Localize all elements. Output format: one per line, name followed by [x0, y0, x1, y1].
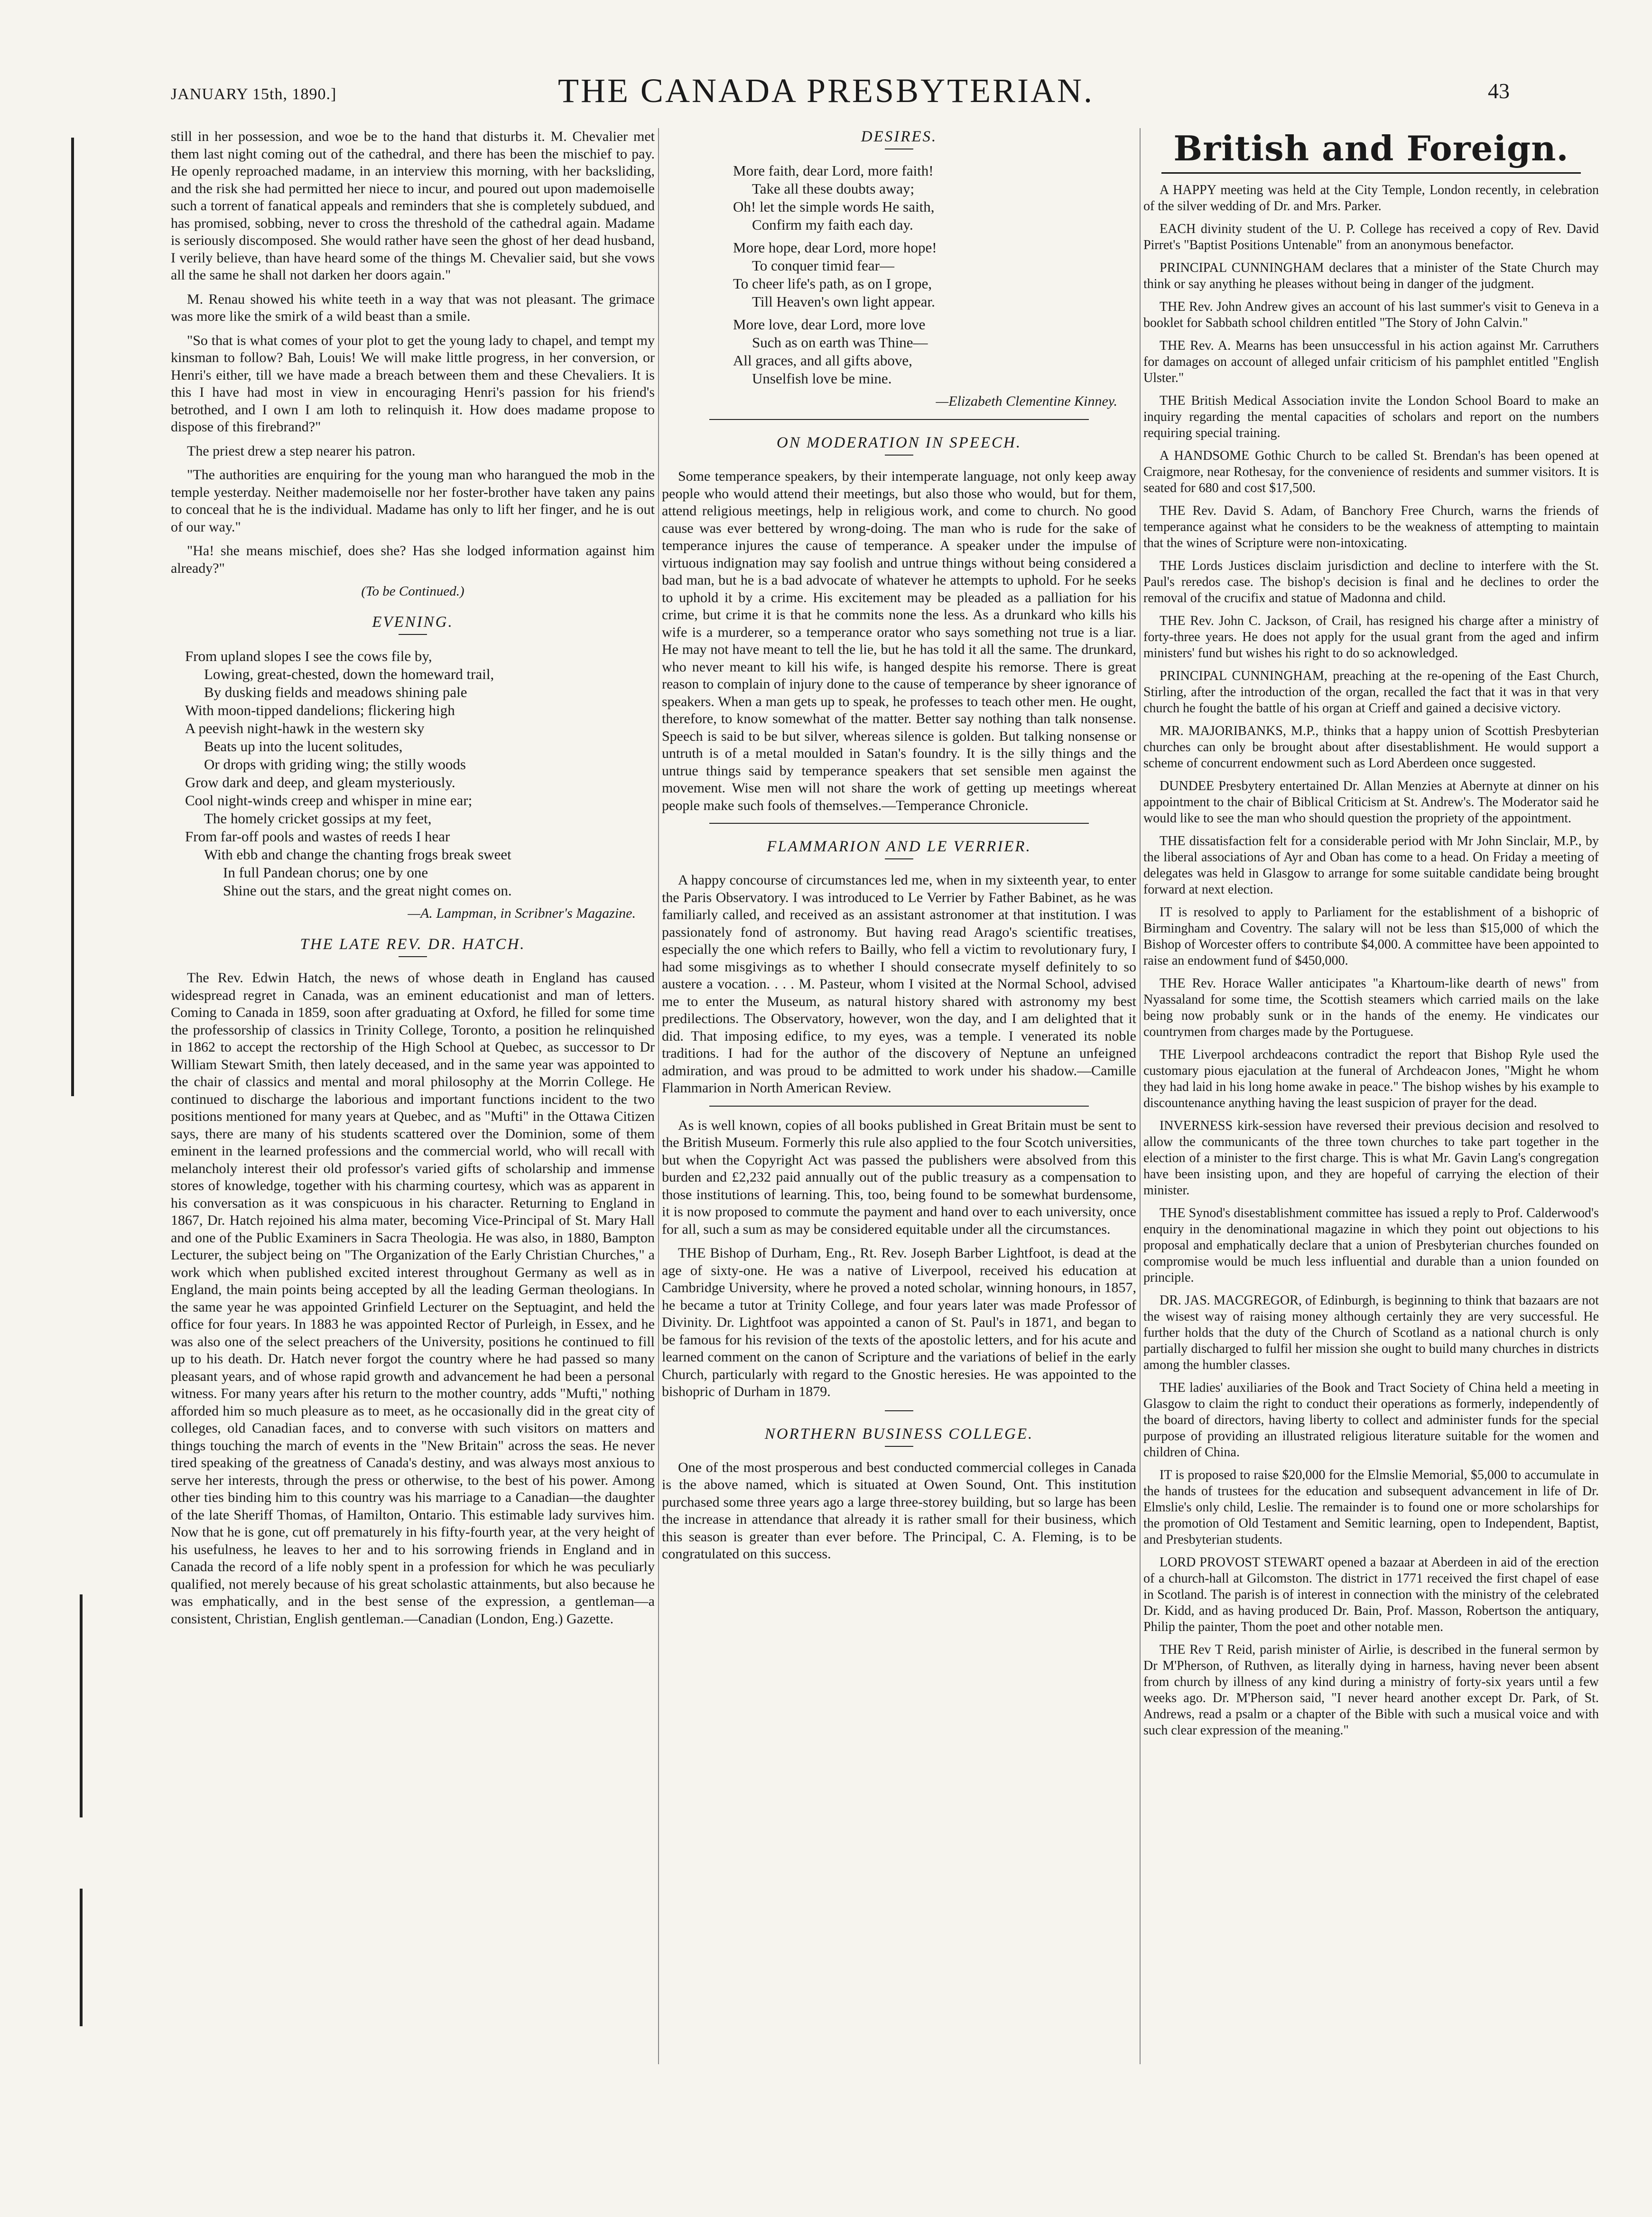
desires-heading: DESIRES. — [861, 128, 937, 145]
news-item: A HAPPY meeting was held at the City Temple, London recently, in celebration of the silver wedding of Dr. and Mrs. Parker. — [1143, 183, 1599, 214]
section-rule — [399, 634, 427, 635]
column-left — [171, 128, 655, 1634]
news-item: THE Rev. John Andrew gives an account of his last summer's visit to Geneva in a booklet for Sabbath school children entitled "The Story of John Calvin." — [1143, 299, 1599, 330]
hatch-paragraph: The Rev. Edwin Hatch, the news of whose death in England has caused widespread regret in Canada, was an eminent educationist and man of letters. Coming to Canada in 1859, soon after graduating at Oxford, he filled for some time the professorship of classics in Trinity College, Toronto, a position he relinquished in 1862 to accept the rectorship of the High School at Quebec, as successor to Dr William Stewart Smith, then lately deceased, and in the same year was appointed to the chair of classics and mental and moral philosophy at the Morrin College. He continued to discharge the laborious and important functions incident to the two positions mentioned for many years at Quebec, and as "Mufti" in the Ottawa Citizen says, there are many of his students scattered over the Dominion, some of them eminent in the learned professions and the commercial world, who will recall with melancholy interest their old professor's varied gifts of scholarship and immense stores of knowledge, together with his charming courtesy, which was as apparent in his conversation as it was conspicuous in his character. Returning to England in 1867, Dr. Hatch rejoined his alma mater, becoming Vice-Principal of St. Mary Hall and one of the Public Examiners in Sacra Theologia. He was also, in 1880, Bampton Lecturer, the subject being on "The Organization of the Early Christian Churches," a work which when published excited interest throughout Germany as well as in England, the main points being accepted by all the leading German theologians. In the same year he was appointed Grinfield Lecturer on the Septuagint, and held the office for four years. In 1883 he was appointed Rector of Purleigh, in Essex, and he was also one of the select preachers of the University, positions he continued to fill up to his death. Dr. Hatch never forgot the country where he had passed so many pleasant years, and of whose rapid growth and advancement he had been a personal witness. For many years after his return to the mother country, adds "Mufti," nothing afforded him so much pleasure as to meet, as he occasionally did in the great city of colleges, old Canadian faces, and to converse with such visitors on matters and things touching the march of events in the "New Britain" across the seas. He never tired speaking of the greatness of Canada's destiny, and was always most anxious to serve her interests, through the press or otherwise, to the best of his power. Among other ties binding him to this country was his marriage to a Canadian—the daughter of the late Sheriff Thomas, of Hamilton, Ontario. This estimable lady survives him. Now that he is gone, cut off prematurely in his fifty-fourth year, at the very height of his usefulness, he leaves to her and to his sorrowing friends in England and in Canada the record of a life nobly spent in a profession for which he was peculiarly qualified, not merely because of his great scholastic attainments, but also because he was emphatically, and in the best sense of the expression, a gentleman—a consistent, Christian, English gentleman.—Canadian (London, Eng.) Gazette. — [171, 970, 655, 1627]
news-paragraph: As is well known, copies of all books published in Great Britain must be sent to the British Museum. Formerly this rule also applied to the four Scotch universities, but when the Copyright Act was passed the publishers were absolved from this burden and £2,232 paid annually out of the public treasury as a compensation to those institutions of learning. This, too, being found to be somewhat burdensome, it is now proposed to commute the payment and hand over to each university, once for all, such a sum as may be considered equitable under all the circumstances. — [662, 1117, 1136, 1237]
poem-line: Or drops with griding wing; the stilly woods — [204, 756, 466, 773]
poem-line: To conquer timid fear— — [752, 257, 894, 274]
news-item: THE Rev T Reid, parish minister of Airlie, is described in the funeral sermon by Dr M'Pherson, of Ruthven, as literally dying in harness, having never been absent from church by illness of any kind during a ministry of forty-six years until a few weeks ago. Dr. M'Pherson said, "I never heard another except Dr. Park, of St. Andrews, read a psalm or a chapter of the Bible with such a musical voice and with such clear expression of the meaning." — [1143, 1642, 1599, 1738]
poem-line: In full Pandean chorus; one by one — [223, 864, 428, 881]
news-item: LORD PROVOST STEWART opened a bazaar at Aberdeen in aid of the erection of a church-hall at Gilcomston. The district in 1771 received the first chapel of ease in Scotland. The parish is of interest in connection with the ministry of the celebrated Dr. Kidd, and as having produced Dr. Bain, Prof. Masson, Robertson the antiquary, Philip the painter, Thom the poet and other notable men. — [1143, 1555, 1599, 1634]
poem-line: Oh! let the simple words He saith, — [733, 198, 935, 215]
news-item: IT is proposed to raise $20,000 for the Elmslie Memorial, $5,000 to accumulate in the hands of trustees for the education and subsequent advancement in life of Dr. Elmslie's only child, Leslie. The remainder is to found one or more scholarships for the promotion of Old Testament and Semitic learning, open to Independent, Baptist, and Presbyterian students. — [1143, 1468, 1599, 1547]
news-item: PRINCIPAL CUNNINGHAM, preaching at the re-opening of the East Church, Stirling, after the introduction of the organ, recalled the fact that it was in that very church he fought the battle of his organ at Crieff and gained a decisive victory. — [1143, 669, 1599, 716]
masthead-title: THE CANADA PRESBYTERIAN. — [557, 72, 1095, 110]
poem-line: Confirm my faith each day. — [752, 216, 913, 233]
poem-line: Such as on earth was Thine— — [752, 334, 928, 351]
news-item: A HANDSOME Gothic Church to be called St. Brendan's has been opened at Craigmore, near Rothesay, for the convenience of residents and summer visitors. It is seated for 680 and cost $17,500. — [1143, 448, 1599, 495]
evening-heading: EVENING. — [372, 614, 454, 631]
news-item: THE Liverpool archdeacons contradict the report that Bishop Ryle used the customary pious ejaculation at the funeral of Archdeacon Jones, "Might he whom they had laid in his long home awake in peace." The bishop wishes by his example to discountenance anything having the least suspicion of prayer for the dead. — [1143, 1047, 1599, 1110]
poem-attribution: —A. Lampman, in Scribner's Magazine. — [408, 905, 636, 921]
column-right — [1143, 128, 1599, 1745]
news-item: THE British Medical Association invite the London School Board to make an inquiry regarding the mental capacities of scholars and report on the numbers requiring special training. — [1143, 393, 1599, 440]
news-item: INVERNESS kirk-session have reversed their previous decision and resolved to allow the communicants of the three town churches to take part together in the election of a minister to the first charge. This is what Mr. Gavin Lang's congregation have been insisting upon, and they are hopeful of carrying the election of their minister. — [1143, 1118, 1599, 1198]
section-divider — [709, 419, 1089, 420]
poem-line: All graces, and all gifts above, — [733, 352, 912, 369]
news-item: PRINCIPAL CUNNINGHAM declares that a minister of the State Church may think or say anything he pleases without being in danger of the judgment. — [1143, 261, 1599, 291]
issue-date: JANUARY 15th, 1890.] — [171, 85, 337, 103]
to-be-continued: (To be Continued.) — [361, 584, 464, 599]
flammarion-heading: FLAMMARION AND LE VERRIER. — [767, 838, 1031, 855]
poem-line: By dusking fields and meadows shining pale — [204, 684, 467, 700]
section-rule — [399, 956, 427, 957]
column-middle — [662, 128, 1136, 1570]
poem-line: Beats up into the lucent solitudes, — [204, 738, 403, 755]
poem-line: From far-off pools and wastes of reeds I hear — [185, 828, 450, 845]
poem-line: With moon-tipped dandelions; flickering high — [185, 702, 455, 718]
poem-line: More faith, dear Lord, more faith! — [733, 162, 934, 179]
evening-poem — [185, 647, 655, 900]
desires-poem — [733, 162, 1136, 388]
story-paragraph: The priest drew a step nearer his patron. — [187, 443, 416, 459]
news-item: IT is resolved to apply to Parliament for the establishment of a bishopric of Birmingham and Coventry. The salary will not be less than $15,000 of which the Bishop of Worcester offers to contribute $4,000. A committee have been appointed to raise an endowment fund of $450,000. — [1143, 905, 1599, 968]
serial-story — [171, 128, 655, 599]
news-item: THE Rev. Horace Waller anticipates "a Khartoum-like dearth of news" from Nyassaland for some time, the Scottish steamers which carried mails on the lake being now probably sunk or in the hands of the enemy. He vindicates our countrymen from charges made by the Portuguese. — [1143, 976, 1599, 1039]
hatch-heading: THE LATE REV. DR. HATCH. — [300, 936, 526, 953]
poem-line: Grow dark and deep, and gleam mysteriously. — [185, 774, 455, 791]
news-item: DUNDEE Presbytery entertained Dr. Allan Menzies at Abernyte at dinner on his appointment to the chair of Biblical Criticism at St. Andrew's. The Moderator said he would like to see the man who should question the propriety of the appointment. — [1143, 779, 1599, 826]
poem-line: A peevish night-hawk in the western sky — [185, 720, 425, 736]
section-divider — [709, 823, 1089, 824]
poem-line: The homely cricket gossips at my feet, — [204, 810, 432, 827]
poem-line: More hope, dear Lord, more hope! — [733, 239, 937, 256]
poem-line: Lowing, great-chested, down the homeward trail, — [204, 666, 494, 682]
column-rule — [1140, 128, 1141, 2064]
poem-line: To cheer life's path, as on I grope, — [733, 275, 932, 292]
news-item: MR. MAJORIBANKS, M.P., thinks that a happy union of Scottish Presbyterian churches can only be brought about after disestablishment. He would support a scheme of concurrent endowment such as Lord Aberdeen once suggested. — [1143, 724, 1599, 771]
section-divider — [709, 1106, 1089, 1107]
poem-line: Take all these doubts away; — [752, 180, 915, 197]
story-paragraph: "Ha! she means mischief, does she? Has she lodged information against him already?" — [171, 543, 655, 576]
flammarion-paragraph: A happy concourse of circumstances led me, when in my sixteenth year, to enter the Paris Observatory. I was introduced to Le Verrier by Father Babinet, as he was familiarly called, and received as an assistant astronomer at that institution. I was passionately fond of astronomy. But having read Arago's scientific treatises, especially the one which refers to Bailly, who fell a victim to revolutionary fury, I had some misgivings as to whether I should consecrate myself definitely to so austere a vocation. . . . M. Pasteur, whom I visited at the Normal School, advised me to enter the Museum, as natural history shared with astronomy my best predilections. The Observatory, however, won the day, and I am delighted that it did. That imposing edifice, to my eyes, was a temple. I venerated its noble traditions. I had for the author of the discovery of Neptune an unfeigned admiration, and was proud to be admitted to work under his shadow.—Camille Flammarion in North American Review. — [662, 872, 1136, 1096]
news-item: THE Synod's disestablishment committee has issued a reply to Prof. Calderwood's enquiry in the denominational magazine in which they point out objections to his proposal and emphatically declare that a union of Presbyterian churches founded on compromise would be much less influential and durable than a union founded on principle. — [1143, 1206, 1599, 1285]
news-item: THE Lords Justices disclaim jurisdiction and decline to interfere with the St. Paul's reredos case. The bishop's decision is final and he declines to order the removal of the crucifix and statue of Madonna and child. — [1143, 559, 1599, 605]
northern-paragraph: One of the most prosperous and best conducted commercial colleges in Canada is the above named, which is situated at Owen Sound, Ont. This institution purchased some three years ago a large three-storey building, but so large has been the increase in attendance that already it is rather small for their business, which this season is greater than ever before. The Principal, C. A. Fleming, is to be congratulated on this success. — [662, 1459, 1136, 1562]
poem-line: More love, dear Lord, more love — [733, 316, 926, 333]
section-rule — [885, 1446, 913, 1447]
story-paragraph: "So that is what comes of your plot to get the young lady to chapel, and tempt my kinsman to follow? Bah, Louis! We will make little progress, in her conversion, or Henri's either, till we have made a breach between them and these Chevaliers. It is this I have had most in view in encouraging Henri's passion for his friend's betrothed, and I own I am loth to relinquish it. How does madame propose to dispose of this firebrand?" — [171, 332, 655, 435]
news-paragraph: THE Bishop of Durham, Eng., Rt. Rev. Joseph Barber Lightfoot, is dead at the age of sixty-one. He was a native of Liverpool, received his education at Cambridge University, where he proved a noted scholar, winning honours, in 1857, he became a tutor at Trinity College, and four years later was made Professor of Divinity. Dr. Lightfoot was appointed a canon of St. Paul's in 1871, and began to be famous for his revision of the texts of the apostolic letters, and for his acute and learned comment on the canon of Scripture and the variations of belief in the early Church, particularly with regard to the Gnostic heresies. He was appointed to the bishopric of Durham in 1879. — [662, 1245, 1136, 1399]
northern-heading: NORTHERN BUSINESS COLLEGE. — [764, 1425, 1034, 1443]
poem-line: With ebb and change the chanting frogs break sweet — [204, 846, 511, 863]
section-rule — [885, 858, 913, 859]
poem-line: Cool night-winds creep and whisper in mine ear; — [185, 792, 473, 809]
page-number: 43 — [1488, 79, 1510, 103]
poem-line: Unselfish love be mine. — [752, 370, 892, 387]
story-paragraph: M. Renau showed his white teeth in a way that was not pleasant. The grimace was more like the smirk of a wild beast than a smile. — [171, 291, 655, 324]
story-paragraph: still in her possession, and woe be to the hand that disturbs it. M. Chevalier met them last night coming out of the cathedral, and there has been the mischief to pay. He openly reproached madame, in an interview this morning, with her backsliding, and the risk she had permitted her niece to incur, and poured out upon mademoiselle such a torrent of fanatical appeals and reminders that she is completely subdued, and has promised, sobbing, never to cross the threshold of the cathedral again. Madame is seriously discomposed. She would rather have seen the ghost of her dead husband, I verily believe, than have heard some of the things M. Chevalier said, but she vows all the same he shall not darken her doors again." — [171, 129, 655, 283]
news-item: THE ladies' auxiliaries of the Book and Tract Society of China held a meeting in Glasgow to claim the right to conduct their operations as formerly, independently of the board of directors, having liberty to collect and administer funds for the special purpose of providing an illustrated religious literature suitable for the women and children of China. — [1143, 1380, 1599, 1460]
poem-attribution: —Elizabeth Clementine Kinney. — [936, 393, 1117, 409]
moderation-heading: ON MODERATION IN SPEECH. — [776, 434, 1022, 451]
poem-line: From upland slopes I see the cows file by, — [185, 648, 432, 664]
moderation-paragraph: Some temperance speakers, by their intemperate language, not only keep away people who would attend their meetings, but also those who would, but for them, attend religious meetings, help in religious work, and come to church. No good cause was ever bettered by wrong-doing. The man who is rude for the sake of temperance injures the cause of temperance. A speaker under the impulse of virtuous indignation may say foolish and untrue things without being considered a bad man, but he is a bad advocate of whatever he attempts to uphold. For he seeks to uphold it by a crime. His excitement may be pleaded as a palliation for his crime, but crime it is that he commits none the less. As a drunkard who kills his wife is a murderer, so a temperance orator who says something not true is a liar. He may not have meant to tell the lie, but he has told it all the same. The drunkard, who never meant to kill his wife, is hanged despite his remorse. There is great reason to complain of injury done to the cause of temperance by sheer ignorance of speakers. When a man gets up to speak, he professes to teach other men. He ought, therefore, to know somewhat of the matter. Better say nothing than talk nonsense. Speech is said to be but silver, whereas silence is golden. But talking nonsense or untruth is of a metal moulded in Satan's foundry. It is the silly things and the untrue things said by temperance speakers that set sensible men against the movement. Wise men will not share the work of getting up meetings whereat people make such fools of themselves.—Temperance Chronicle. — [662, 468, 1136, 813]
poem-line: Shine out the stars, and the great night comes on. — [223, 882, 512, 899]
column-rule — [658, 128, 659, 2064]
margin-bracket-mark — [80, 1594, 83, 1817]
news-item: THE Rev. David S. Adam, of Banchory Free Church, warns the friends of temperance against what he considers to be the weakness of attempting to maintain that the wines of Scripture were non-intoxicating. — [1143, 503, 1599, 550]
margin-bracket-mark — [71, 138, 74, 1096]
section-rule — [885, 1410, 913, 1411]
poem-line: Till Heaven's own light appear. — [752, 293, 935, 310]
news-item: THE Rev. John C. Jackson, of Crail, has resigned his charge after a ministry of forty-three years. He does not apply for the usual grant from the aged and infirm ministers' fund but wishes his right to do so acknowledged. — [1143, 614, 1599, 661]
news-item: DR. JAS. MACGREGOR, of Edinburgh, is beginning to think that bazaars are not the wisest way of raising money although certainly they are very successful. He further holds that the duty of the Church of Scotland as a national church is only partially discharged to fulfil her mission she ought to build many churches in districts among the humbler classes. — [1143, 1293, 1599, 1372]
news-item: EACH divinity student of the U. P. College has received a copy of Rev. David Pirret's "Baptist Positions Untenable" from an anonymous benefactor. — [1143, 222, 1599, 252]
news-item: THE dissatisfaction felt for a considerable period with Mr John Sinclair, M.P., by the liberal associations of Ayr and Oban has come to a head. On Friday a meeting of delegates was held in Glasgow to arrange for some suitable candidate being brought forward at next election. — [1143, 834, 1599, 897]
heading-rule — [1161, 172, 1580, 174]
story-paragraph: "The authorities are enquiring for the young man who harangued the mob in the temple yesterday. Neither mademoiselle nor her foster-brother have taken any pains to conceal that he is the individual. Madame has only to lift her finger, and he is out of our way." — [171, 467, 655, 535]
news-item: THE Rev. A. Mearns has been unsuccessful in his action against Mr. Carruthers for damages on account of alleged unfair criticism of his pamphlet entitled "English Ulster." — [1143, 338, 1599, 385]
section-rule — [885, 455, 913, 456]
margin-bracket-mark — [80, 1889, 83, 2026]
british-foreign-heading: British and Foreign. — [1173, 128, 1569, 168]
